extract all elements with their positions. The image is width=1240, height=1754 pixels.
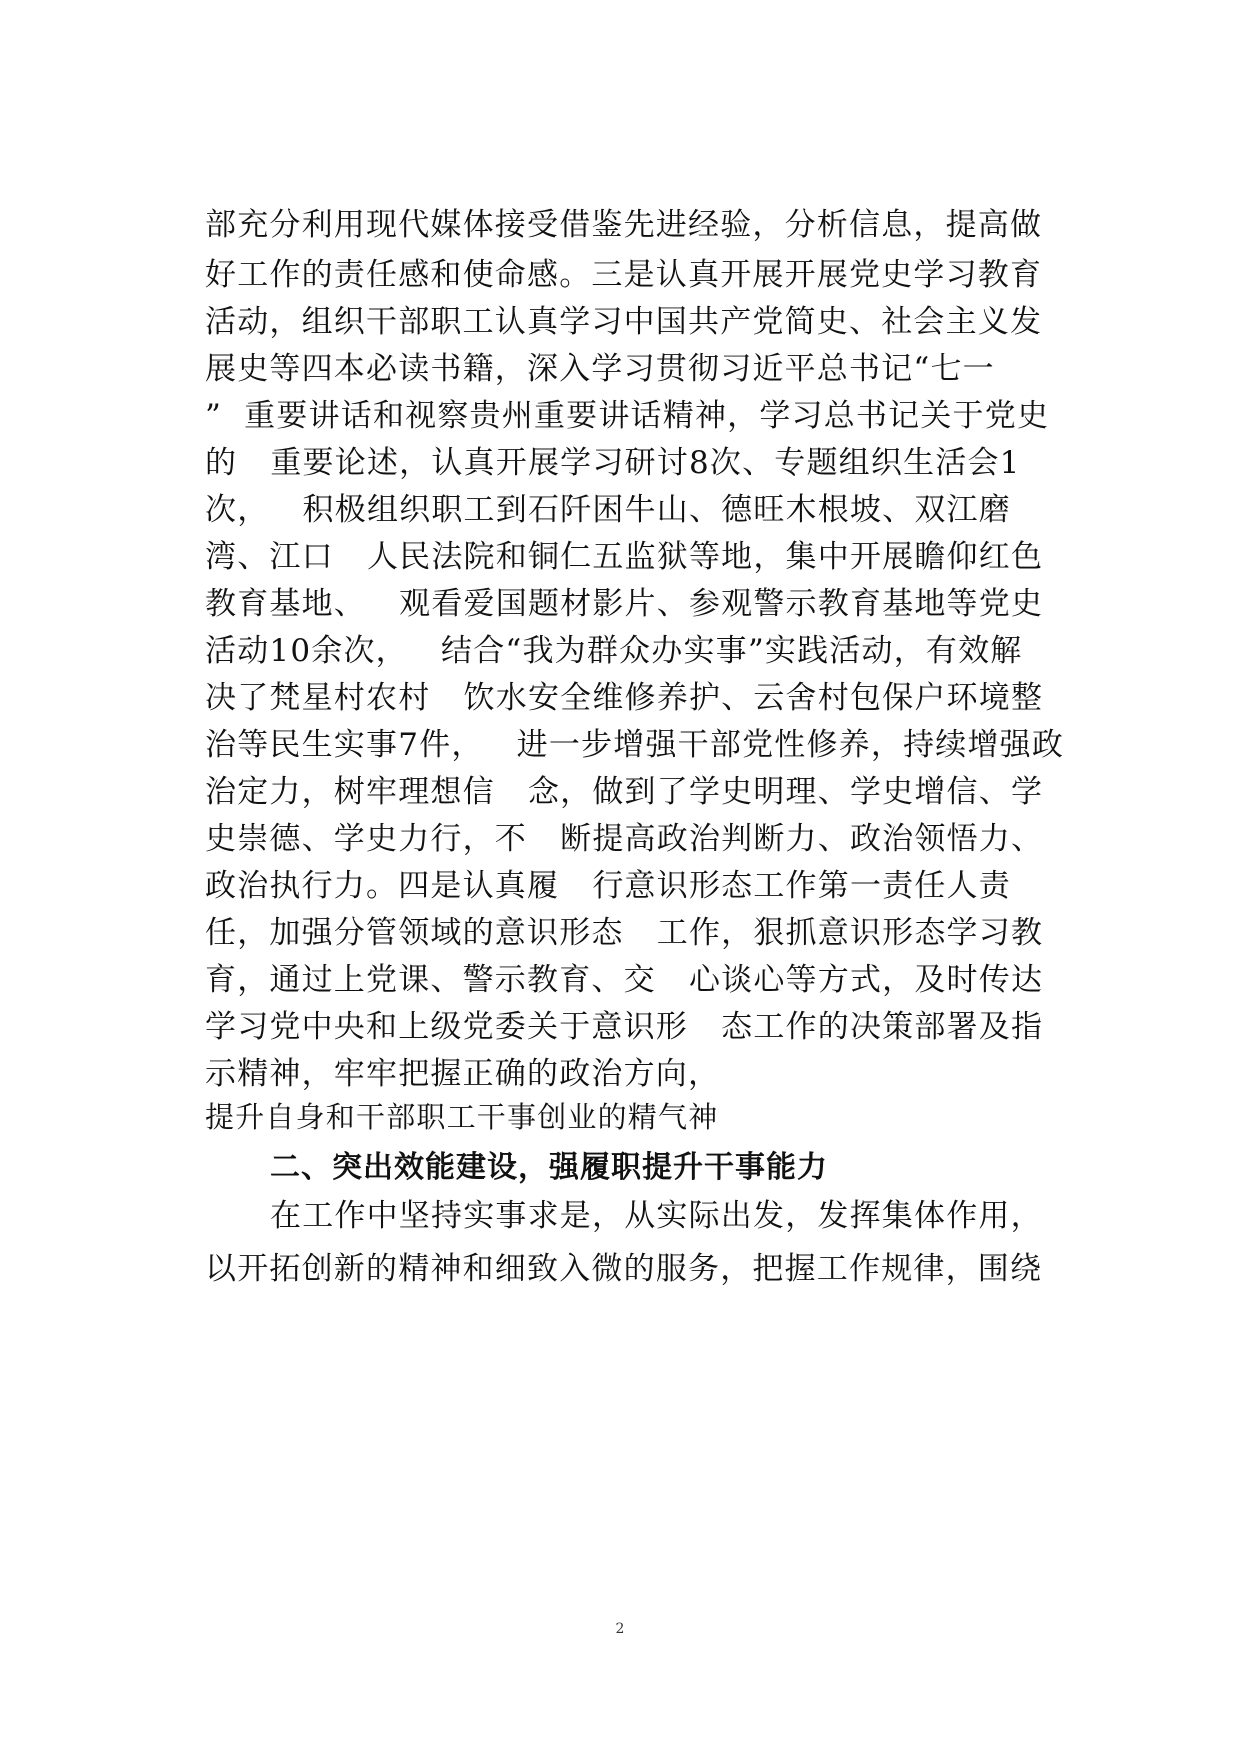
body-line: 部充分利用现代媒体接受借鉴先进经验，分析信息，提高做 (205, 207, 1043, 243)
section-heading: 二、突出效能建设，强履职提升干事能力 (270, 1150, 828, 1185)
body-line: 教育基地、 观看爱国题材影片、参观警示教育基地等党史 (205, 586, 1044, 622)
body-line: 治定力，树牢理想信 念，做到了学史明理、学史增信、学 (205, 774, 1044, 810)
body-line: 政治执行力。四是认真履 行意识形态工作第一责任人责 (205, 868, 1011, 904)
body-line: 活动，组织干部职工认真学习中国共产党简史、社会主义发 (205, 304, 1043, 340)
body-line: 示精神，牢牢把握正确的政治方向， (205, 1056, 721, 1092)
section-body-line: 在工作中坚持实事求是，从实际出发，发挥集体作用， (270, 1198, 1043, 1234)
body-line: 学习党中央和上级党委关于意识形 态工作的决策部署及指 (205, 1009, 1044, 1045)
body-line: 展史等四本必读书籍，深入学习贯彻习近平总书记“七一 (205, 351, 995, 387)
page-number: 2 (615, 1621, 625, 1637)
body-line: 育，通过上党课、警示教育、交 心谈心等方式，及时传达 (205, 962, 1044, 998)
body-line: 的 重要论述，认真开展学习研讨8次、专题组织生活会1 (205, 445, 1021, 481)
summary-line: 提升自身和干部职工干事创业的精气神 (205, 1100, 719, 1134)
body-line: 决了梵星村农村 饮水安全维修养护、云舍村包保户环境整 (205, 680, 1044, 716)
body-line: 好工作的责任感和使命感。三是认真开展开展党史学习教育 (205, 257, 1043, 293)
body-line: 史崇德、学史力行，不 断提高政治判断力、政治领悟力、 (205, 821, 1044, 857)
body-line: 活动10余次， 结合“我为群众办实事”实践活动，有效解 (205, 633, 1023, 669)
section-body-line: 以开拓创新的精神和细致入微的服务，把握工作规律，围绕 (205, 1251, 1043, 1287)
body-line: 治等民生实事7件， 进一步增强干部党性修养，持续增强政 (205, 727, 1065, 763)
body-line: 湾、江口 人民法院和铜仁五监狱等地，集中开展瞻仰红色 (205, 539, 1044, 575)
body-line: 次， 积极组织职工到石阡困牛山、德旺木根坡、双江磨 (205, 492, 1011, 528)
body-line: ” 重要讲话和视察贵州重要讲话精神，学习总书记关于党史 (205, 398, 1050, 434)
body-line: 任，加强分管领域的意识形态 工作，狠抓意识形态学习教 (205, 915, 1044, 951)
